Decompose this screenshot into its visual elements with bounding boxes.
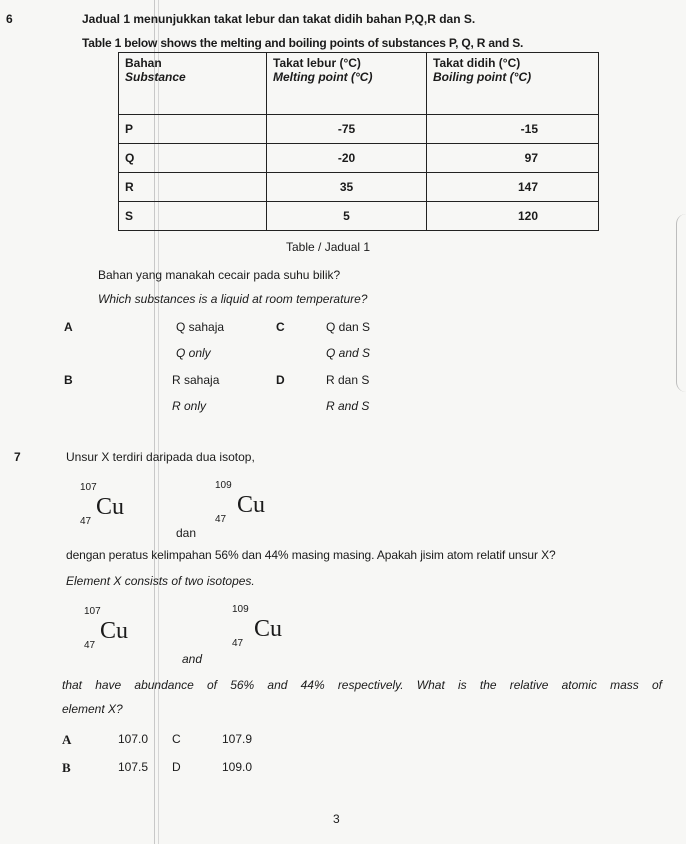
isotope-cu-107: 107 Cu 47 (80, 482, 125, 527)
option-a-text-ms[interactable]: Q sahaja (176, 320, 225, 334)
isotope-cu-107-en: 107 Cu 47 (84, 606, 129, 651)
option-a-letter[interactable]: A (62, 732, 72, 747)
table-cell-substance: S (119, 202, 267, 231)
table-row (119, 173, 599, 202)
table-cell-boiling: 120 (427, 202, 599, 231)
option-a-text-en[interactable]: Q only (176, 346, 211, 360)
page-number: 3 (333, 812, 340, 826)
table-cell-melting: 5 (267, 202, 427, 231)
isotope-conjunction-ms: dan (176, 526, 197, 540)
question-6-number: 6 (6, 12, 13, 26)
option-d-value[interactable]: 109.0 (222, 760, 253, 774)
table-cell-boiling: 147 (427, 173, 599, 202)
option-d-text-en[interactable]: R and S (326, 399, 370, 413)
option-b-letter[interactable]: B (62, 760, 71, 775)
question-7-number: 7 (14, 450, 21, 464)
table-cell-substance: P (119, 115, 267, 144)
table-caption: Table / Jadual 1 (286, 240, 371, 254)
table-cell-substance: Q (119, 144, 267, 173)
question-6-intro-ms: Jadual 1 menunjukkan takat lebur dan takat didih bahan P,Q,R dan S. (82, 12, 476, 26)
isotope-conjunction-en: and (182, 652, 203, 666)
option-c-text-ms[interactable]: Q dan S (326, 320, 371, 334)
table-header-row (119, 53, 599, 115)
option-c-text-en[interactable]: Q and S (326, 346, 371, 360)
option-a-value[interactable]: 107.0 (118, 732, 149, 746)
option-c-letter[interactable]: C (276, 320, 285, 334)
question-7-body-ms: dengan peratus kelimpahan 56% dan 44% masing masing. Apakah jisim atom relatif unsur X? (66, 548, 556, 562)
question-7-body-en-line1: that have abundance of 56% and 44% respectively. What is the relative atomic mass of (62, 678, 662, 692)
question-7-body-en-line2: element X? (62, 702, 123, 716)
question-6-prompt-ms: Bahan yang manakah cecair pada suhu bilik? (98, 268, 341, 282)
option-c-letter[interactable]: C (172, 732, 181, 746)
question-7-intro-ms: Unsur X terdiri daripada dua isotop, (66, 450, 255, 464)
option-b-value[interactable]: 107.5 (118, 760, 149, 774)
question-7-intro-en: Element X consists of two isotopes. (66, 574, 255, 588)
scroll-edge-handle[interactable] (676, 214, 686, 392)
table-cell-melting: 35 (267, 173, 427, 202)
option-c-value[interactable]: 107.9 (222, 732, 253, 746)
option-a-letter[interactable]: A (64, 320, 73, 334)
option-d-letter[interactable]: D (276, 373, 285, 387)
isotope-cu-109-en: 109 Cu 47 (232, 604, 283, 649)
melting-boiling-table (118, 52, 599, 231)
option-b-letter[interactable]: B (64, 373, 73, 387)
table-cell-boiling: -15 (427, 115, 599, 144)
table-row (119, 144, 599, 173)
table-cell-substance: R (119, 173, 267, 202)
table-header-boiling: Takat didih (°C) Boiling point (°C) (427, 53, 599, 115)
table-cell-boiling: 97 (427, 144, 599, 173)
isotope-cu-109: 109 Cu 47 (215, 480, 266, 525)
question-6-intro-en: Table 1 below shows the melting and boiling points of substances P, Q, R and S. (82, 36, 524, 50)
question-6-prompt-en: Which substances is a liquid at room temperature? (98, 292, 368, 306)
table-cell-melting: -75 (267, 115, 427, 144)
table-header-melting: Takat lebur (°C) Melting point (°C) (267, 53, 427, 115)
option-d-text-ms[interactable]: R dan S (326, 373, 370, 387)
table-header-substance: Bahan Substance (119, 53, 267, 115)
option-b-text-en[interactable]: R only (172, 399, 207, 413)
option-d-letter[interactable]: D (172, 760, 181, 774)
table-cell-melting: -20 (267, 144, 427, 173)
option-b-text-ms[interactable]: R sahaja (172, 373, 220, 387)
table-row (119, 115, 599, 144)
table-row (119, 202, 599, 231)
